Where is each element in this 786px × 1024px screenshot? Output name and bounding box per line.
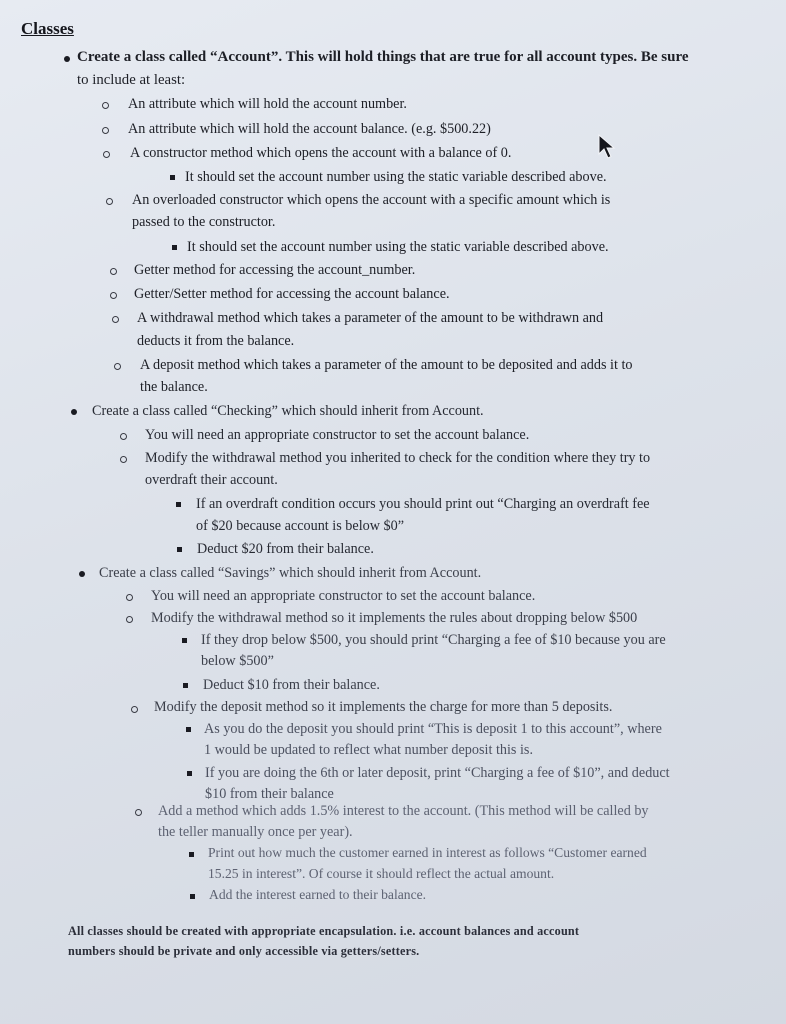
bullet-dot-icon <box>64 56 70 62</box>
hollow-circle-icon <box>114 363 121 370</box>
hollow-circle-icon <box>126 594 133 601</box>
square-bullet-icon <box>176 502 181 507</box>
hollow-circle-icon <box>110 268 117 275</box>
withdraw-line1: A withdrawal method which takes a parameter of the amount to be withdrawn and <box>137 310 604 326</box>
hollow-circle-icon <box>106 198 113 205</box>
mouse-cursor-icon <box>597 134 619 160</box>
square-bullet-icon <box>177 547 182 552</box>
hollow-circle-icon <box>102 102 109 109</box>
savings-interest-line2: the teller manually once per year). <box>158 824 353 840</box>
encapsulation-note <box>68 921 728 961</box>
hollow-circle-icon <box>110 292 117 299</box>
hollow-circle-icon <box>112 316 119 323</box>
savings-interest-note1-line1: Print out how much the customer earned in interest as follows “Customer earned <box>208 845 647 860</box>
savings-interest-note2: Add the interest earned to their balance. <box>209 887 427 902</box>
constructor-note: It should set the account number using the static variable described above. <box>185 169 607 185</box>
hollow-circle-icon <box>131 706 138 713</box>
savings-withdraw-note1-line2: below $500” <box>201 653 274 669</box>
getter-setter-item: Getter/Setter method for accessing the account balance. <box>134 286 450 302</box>
deposit-line2: the balance. <box>140 379 208 395</box>
checking-modify-line1: Modify the withdrawal method you inherited to check for the condition where they try to <box>145 450 651 466</box>
overloaded-line1: An overloaded constructor which opens the account with a specific amount which is <box>132 192 611 208</box>
bullet-dot-icon <box>79 571 85 577</box>
account-intro-line2: to include at least: <box>77 72 186 88</box>
square-bullet-icon <box>172 245 177 250</box>
page-title: Classes <box>21 19 74 38</box>
savings-deposit-note1-line2: 1 would be updated to reflect what number deposit this is. <box>204 742 534 758</box>
square-bullet-icon <box>186 727 191 732</box>
account-item-balance: An attribute which will hold the account balance. (e.g. $500.22) <box>128 121 491 137</box>
overloaded-line2: passed to the constructor. <box>132 214 276 230</box>
savings-deposit-note1-line1: As you do the deposit you should print “This is deposit 1 to this account”, where <box>204 721 662 737</box>
square-bullet-icon <box>187 771 192 776</box>
hollow-circle-icon <box>120 456 127 463</box>
savings-deposit-note2-line1: If you are doing the 6th or later deposit, print “Charging a fee of $10”, and deduct <box>205 765 670 781</box>
encapsulation-note-line1: All classes should be created with appropriate encapsulation. i.e. account balances and account <box>68 924 580 938</box>
checking-note1-line1: If an overdraft condition occurs you should print out “Charging an overdraft fee <box>196 496 650 512</box>
savings-interest-line1: Add a method which adds 1.5% interest to the account. (This method will be called by <box>158 803 649 819</box>
savings-withdraw-note2: Deduct $10 from their balance. <box>203 677 380 693</box>
getter-item: Getter method for accessing the account_number. <box>134 262 416 278</box>
account-item-constructor: A constructor method which opens the account with a balance of 0. <box>130 145 512 161</box>
savings-withdraw-note1-line1: If they drop below $500, you should print “Charging a fee of $10 because you are <box>201 632 666 648</box>
checking-modify-line2: overdraft their account. <box>145 472 278 488</box>
checking-note1-line2: of $20 because account is below $0” <box>196 518 405 534</box>
savings-modify-deposit: Modify the deposit method so it implements the charge for more than 5 deposits. <box>154 699 613 715</box>
savings-interest-note1-line2: 15.25 in interest”. Of course it should reflect the actual amount. <box>208 866 555 881</box>
checking-note2: Deduct $20 from their balance. <box>197 541 374 557</box>
checking-intro: Create a class called “Checking” which should inherit from Account. <box>92 403 484 419</box>
overloaded-note: It should set the account number using the static variable described above. <box>187 239 609 255</box>
savings-modify-withdraw: Modify the withdrawal method so it implements the rules about dropping below $500 <box>151 610 638 626</box>
bullet-dot-icon <box>71 409 77 415</box>
square-bullet-icon <box>170 175 175 180</box>
checking-constructor: You will need an appropriate constructor to set the account balance. <box>145 427 530 443</box>
square-bullet-icon <box>190 894 195 899</box>
deposit-line1: A deposit method which takes a parameter of the amount to be deposited and adds it to <box>140 357 633 373</box>
savings-intro: Create a class called “Savings” which should inherit from Account. <box>99 565 482 581</box>
savings-constructor: You will need an appropriate constructor to set the account balance. <box>151 588 536 604</box>
hollow-circle-icon <box>102 127 109 134</box>
account-item-number: An attribute which will hold the account number. <box>128 96 407 112</box>
hollow-circle-icon <box>103 151 110 158</box>
account-intro-line1: Create a class called “Account”. This will hold things that are true for all account types. Be sure <box>77 49 689 65</box>
square-bullet-icon <box>182 638 187 643</box>
hollow-circle-icon <box>126 616 133 623</box>
hollow-circle-icon <box>135 809 142 816</box>
withdraw-line2: deducts it from the balance. <box>137 333 295 349</box>
square-bullet-icon <box>189 852 194 857</box>
hollow-circle-icon <box>120 433 127 440</box>
savings-deposit-note2-line2: $10 from their balance <box>205 786 334 802</box>
square-bullet-icon <box>183 683 188 688</box>
encapsulation-note-line2: numbers should be private and only accessible via getters/setters. <box>68 944 420 958</box>
